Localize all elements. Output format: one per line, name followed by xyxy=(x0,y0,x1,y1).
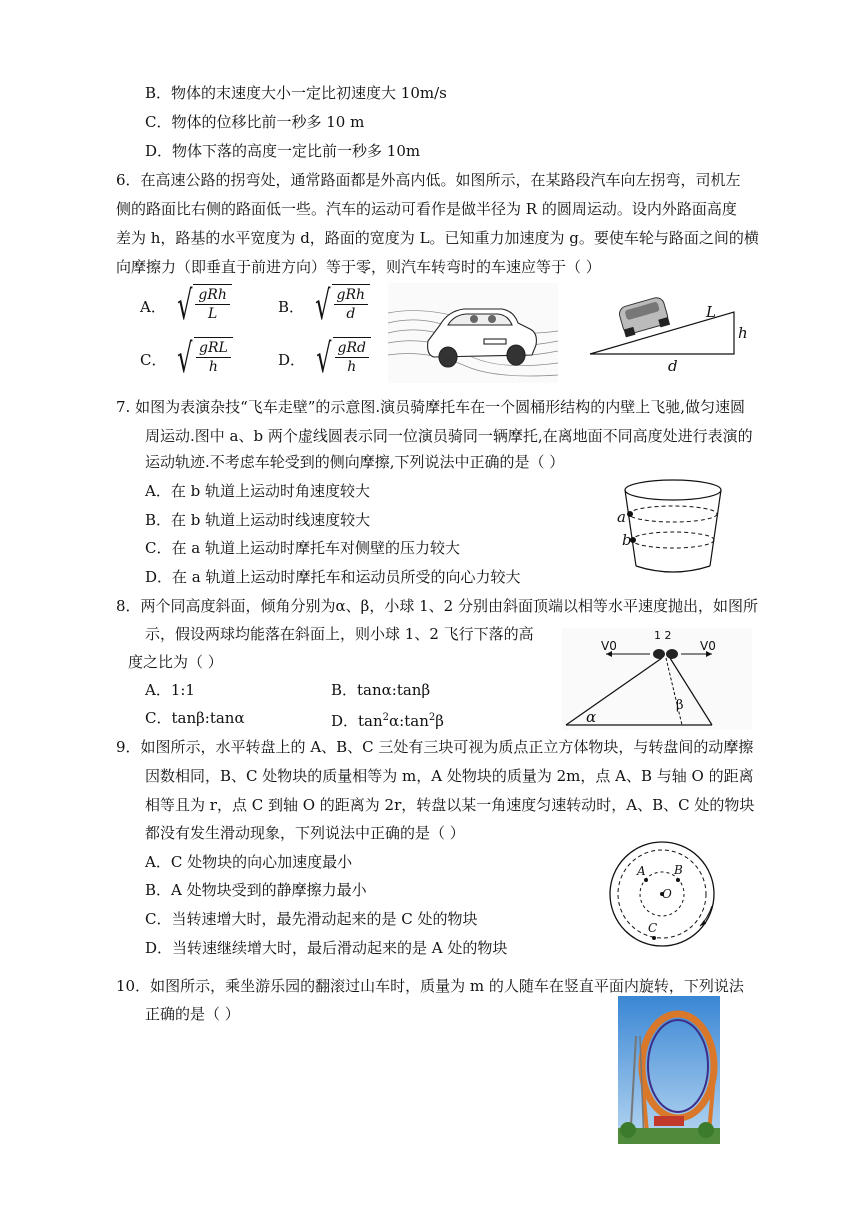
q5-option-d: D．物体下落的高度一定比前一秒多 10m xyxy=(145,142,421,160)
q7-stem-line-3: 运动轨迹.不考虑车轮受到的侧向摩擦,下列说法中正确的是（ ） xyxy=(145,453,565,471)
turntable-label-o: O xyxy=(662,887,672,901)
q9-stem-line-4: 都没有发生滑动现象，下列说法中正确的是（ ） xyxy=(145,824,465,842)
q6-stem-line-1: 6．在高速公路的拐弯处，通常路面都是外高内低。如图所示，在某路段汽车向左拐弯，司机左 xyxy=(116,171,741,189)
q7-stem-line-1: 7. 如图为表演杂技“飞车走壁”的示意图.演员骑摩托车在一个圆桶形结构的内壁上飞驰,做匀速圆 xyxy=(116,398,745,416)
q7-option-b: B．在 b 轨道上运动时线速度较大 xyxy=(145,511,371,529)
ball-2 xyxy=(666,649,678,659)
q6-stem-line-4: 向摩擦力（即垂直于前进方向）等于零，则汽车转弯时的车速应等于（ ） xyxy=(116,258,601,276)
q6-option-d-numerator: gRd xyxy=(335,340,369,358)
q7-option-d: D．在 a 轨道上运动时摩托车和运动员所受的向心力较大 xyxy=(145,568,521,586)
q8-option-d: D．$\tan^2\alpha:\tan^2\beta$ xyxy=(331,712,444,730)
q6-option-b-label: B． xyxy=(278,297,305,316)
q9-stem-line-2: 因数相同，B、C 处物块的质量相等为 m，A 处物块的质量为 2m，点 A、B 与轴 O 的距离 xyxy=(145,767,754,785)
q6-option-a-numerator: gRh xyxy=(195,287,230,305)
q9-option-c: C．当转速增大时，最先滑动起来的是 C 处的物块 xyxy=(145,910,478,928)
q9-stem-line-1: 9．如图所示，水平转盘上的 A、B、C 三处有三块可视为质点正立方体物块，与转盘间的动摩擦 xyxy=(116,738,754,756)
q6-option-b-numerator: gRh xyxy=(334,287,369,305)
q7-option-c: C．在 a 轨道上运动时摩托车对侧壁的压力较大 xyxy=(145,539,460,557)
q6-stem-line-2: 侧的路面比右侧的路面低一些。汽车的运动可看作是做半径为 R 的圆周运动。设内外路面高度 xyxy=(116,200,737,218)
car-turning-sketch xyxy=(388,283,558,383)
q6-option-c-numerator: gRL xyxy=(196,340,231,358)
turntable-label-a: A xyxy=(637,864,646,878)
q9-option-d: D．当转速继续增大时，最后滑动起来的是 A 处的物块 xyxy=(145,939,508,957)
q8-stem-line-2: 示，假设两球均能落在斜面上，则小球 1、2 飞行下落的高 xyxy=(145,625,534,643)
q6-option-d-denominator: h xyxy=(347,359,357,375)
road-diagram-label-d: d xyxy=(668,357,678,375)
q6-option-c: C． √ $\frac{\text{gRL}}{h}$ xyxy=(140,337,233,381)
road-diagram-label-h: h xyxy=(738,324,748,342)
q6-option-b: B． √ $\frac{\text{gRh}}{d}$ xyxy=(278,284,370,328)
incline-label-beta: β xyxy=(676,698,684,713)
q8-stem-line-3: 度之比为（ ） xyxy=(128,653,223,671)
q6-option-d-label: D． xyxy=(278,350,306,369)
q9-option-b: B．A 处物块受到的静摩擦力最小 xyxy=(145,881,367,899)
cylinder-wall-diagram xyxy=(618,478,728,578)
incline-label-alpha: α xyxy=(586,708,597,726)
q8-option-b: B．tanα:tanβ xyxy=(331,681,431,699)
cylinder-label-a: a xyxy=(617,508,626,526)
q6-option-b-denominator: d xyxy=(346,306,356,322)
q6-option-d: D． √ $\frac{\text{gRd}}{h}$ xyxy=(278,337,371,381)
q6-option-a-denominator: L xyxy=(207,306,218,322)
q5-option-c: C．物体的位移比前一秒多 10 m xyxy=(145,113,365,131)
incline-label-v0-left: V0 xyxy=(601,639,617,653)
q9-option-a: A．C 处物块的向心加速度最小 xyxy=(145,853,353,871)
roller-coaster-photo xyxy=(618,996,720,1144)
q5-option-b: B．物体的末速度大小一定比初速度大 10m/s xyxy=(145,84,447,102)
q6-stem-line-3: 差为 h，路基的水平宽度为 d，路面的宽度为 L。已知重力加速度为 g。要使车轮与路面之间的横 xyxy=(116,229,759,247)
q8-stem-line-1: 8．两个同高度斜面，倾角分别为α、β，小球 1、2 分别由斜面顶端以相等水平速度抛出，如图所 xyxy=(116,597,758,615)
q6-option-c-label: C． xyxy=(140,350,167,369)
q10-stem-line-2: 正确的是（ ） xyxy=(145,1005,240,1023)
q8-option-a: A．1:1 xyxy=(145,681,195,699)
q6-option-c-denominator: h xyxy=(208,359,218,375)
road-diagram-label-l: L xyxy=(706,303,716,321)
q6-option-a: A． √ $\frac{\text{gRh}}{L}$ xyxy=(140,284,232,328)
q7-option-a: A．在 b 轨道上运动时角速度较大 xyxy=(145,482,370,500)
q10-stem-line-1: 10．如图所示，乘坐游乐园的翻滚过山车时，质量为 m 的人随车在竖直平面内旋转，下列说法 xyxy=(116,977,744,995)
q8-option-c: C．tanβ:tanα xyxy=(145,709,245,727)
q9-stem-line-3: 相等且为 r，点 C 到轴 O 的距离为 2r，转盘以某一角速度匀速转动时，A、B、C 处的物块 xyxy=(145,796,755,814)
cylinder-label-b: b xyxy=(622,531,632,549)
q7-stem-line-2: 周运动.图中 a、b 两个虚线圆表示同一位演员骑同一辆摩托,在离地面不同高度处进行表演的 xyxy=(145,427,753,445)
ball-1 xyxy=(653,649,665,659)
q6-option-a-label: A． xyxy=(140,297,166,316)
incline-label-balls: 1 2 xyxy=(654,629,672,642)
car-icon xyxy=(618,296,670,338)
incline-label-v0-right: V0 xyxy=(700,639,716,653)
turntable-label-b: B xyxy=(674,863,683,877)
turntable-label-c: C xyxy=(648,921,658,935)
